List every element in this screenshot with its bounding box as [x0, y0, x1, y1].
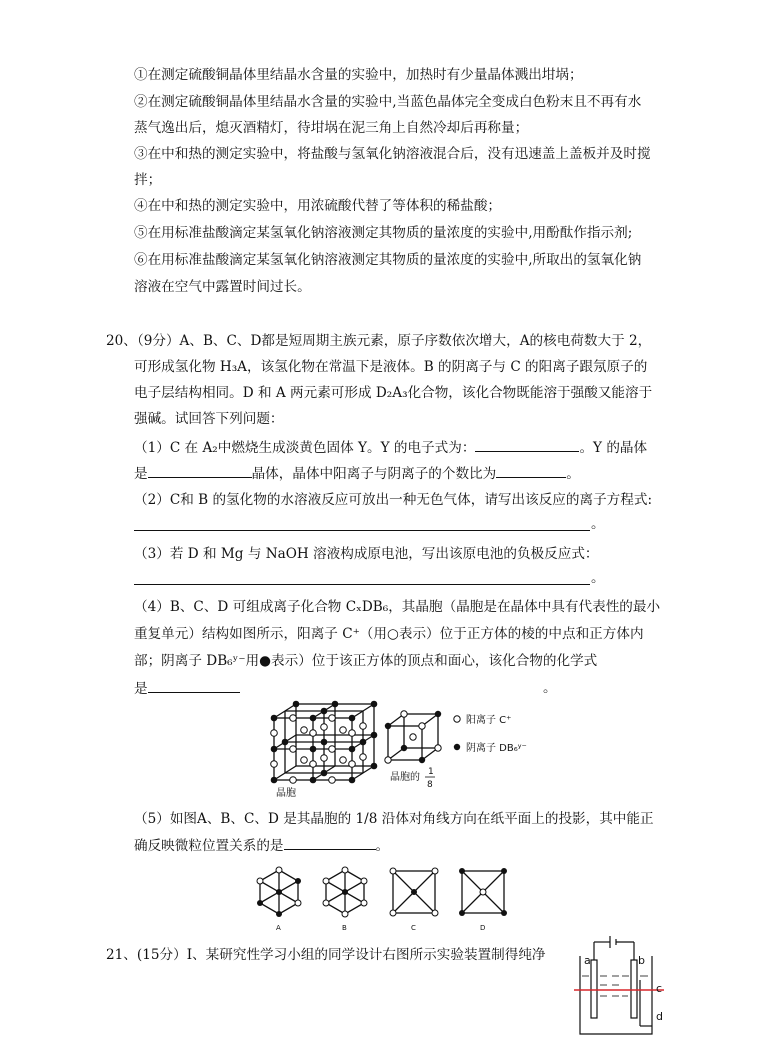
q20-part4-text-d: 是	[134, 681, 148, 697]
q20-part4-line1: （4）B、C、D 可组成离子化合物 CₓDB₆，其晶胞（晶胞是在晶体中具有代表性的最小	[134, 599, 661, 615]
q20-part1-text-a: （1）C 在 A₂中燃烧生成淡黄色固体 Y。Y 的电子式为：	[134, 440, 476, 456]
legend-cation-symbol	[454, 716, 460, 722]
item-5: ⑤在用标准盐酸滴定某氢氧化钠溶液测定其物质的量浓度的实验中,用酚酞作指示剂;	[134, 225, 633, 241]
crystal-cell-figure	[268, 700, 528, 800]
label-frac-num: 1	[428, 767, 434, 777]
q20-part4-end: 。	[543, 680, 557, 696]
item-2-line2: 蒸气逸出后，熄灭酒精灯，待坩埚在泥三角上自然冷却后再称量；	[134, 120, 529, 136]
q20-stem-1: （9分）A、B、C、D都是短周期主族元素，原子序数依次增大，A的核电荷数大于 2，	[136, 333, 652, 349]
q20-part5-text-b: 确反映微粒位置关系的是	[134, 838, 284, 854]
q20-part1-text-d: 晶体，晶体中阳离子与阴离子的个数比为	[251, 466, 497, 482]
apparatus-label-a: a	[584, 954, 591, 967]
projection-d-center	[480, 889, 486, 895]
item-1: ①在测定硫酸铜晶体里结晶水含量的实验中，加热时有少量晶体溅出坩埚；	[134, 67, 583, 83]
electrolysis-apparatus-figure	[570, 930, 668, 1038]
q20-part4-line3: 部；阴离子 DB₆ʸ⁻用●表示）位于该正方体的顶点和面心，该化合物的化学式	[134, 653, 598, 669]
q20-line1	[106, 332, 651, 350]
q20-line2: 可形成氢化物 H₃A，该氢化物在常温下是液体。B 的阴离子与 C 的阳离子跟氖原子的	[134, 359, 648, 375]
projection-c-center	[411, 889, 417, 895]
q20-part5-text-c: 。	[375, 838, 390, 854]
apparatus-label-c: c	[656, 982, 663, 995]
projection-label-c: C	[411, 924, 416, 932]
q20-part3: （3）若 D 和 Mg 与 NaOH 溶液构成原电池，写出该原电池的负极反应式：	[134, 546, 599, 562]
q20-part1-text-e: 。	[566, 466, 580, 482]
apparatus-label-b: b	[638, 954, 645, 967]
answer-blank-ion-ratio[interactable]	[496, 464, 566, 478]
q20-part3-end: 。	[591, 570, 605, 586]
projection-label-d: D	[480, 924, 486, 932]
answer-blank-projection[interactable]	[284, 836, 376, 850]
q20-part1-text-c: 是	[134, 466, 148, 482]
q20-number: 20、	[106, 333, 137, 349]
q20-part5-line2	[134, 836, 389, 855]
q20-part1-line2	[134, 464, 580, 483]
projection-label-a: A	[276, 924, 281, 932]
q20-part2: （2）C和 B 的氢化物的水溶液反应可放出一种无色气体，请写出该反应的离子方程式:	[134, 492, 653, 508]
q20-part5-line1: （5）如图A、B、C、D 是其晶胞的 1/8 沿体对角线方向在纸平面上的投影，其中能正	[134, 811, 654, 827]
item-3-line1: ③在中和热的测定实验中，将盐酸与氢氧化钠溶液混合后，没有迅速盖上盖板并及时搅	[134, 146, 651, 162]
answer-blank-electron-formula[interactable]	[475, 438, 579, 452]
apparatus-label-d: d	[656, 1010, 663, 1023]
q20-line4: 强碱。试回答下列问题：	[134, 411, 284, 427]
projection-label-b: B	[342, 924, 347, 932]
big-cell-anions	[271, 701, 378, 784]
apparatus-liquid-dashes	[582, 976, 648, 996]
projection-figures	[255, 864, 525, 934]
q21-line1	[106, 946, 546, 964]
answer-line-negative-electrode[interactable]	[134, 584, 590, 585]
q20-line3: 电子层结构相同。D 和 A 两元素可形成 D₂A₃化合物，该化合物既能溶于强酸又能溶于	[134, 385, 653, 401]
item-6-line2: 溶液在空气中露置时间过长。	[134, 279, 311, 295]
legend-anion-symbol	[454, 744, 460, 750]
item-3-line2: 拌；	[134, 172, 162, 188]
item-2-line1: ②在测定硫酸铜晶体里结晶水含量的实验中,当蓝色晶体完全变成白色粉末且不再有水	[134, 94, 642, 110]
q21-text: (15分）Ⅰ、某研究性学习小组的同学设计右图所示实验装置制得纯净	[136, 947, 546, 963]
answer-blank-formula[interactable]	[148, 679, 240, 693]
answer-line-ionic-equation[interactable]	[134, 530, 590, 531]
legend-cation-text: 阳离子 C⁺	[466, 715, 512, 726]
item-4: ④在中和热的测定实验中，用浓硫酸代替了等体积的稀盐酸；	[134, 198, 502, 214]
q20-part2-end: 。	[591, 516, 605, 532]
answer-blank-crystal-type[interactable]	[148, 464, 252, 478]
label-cell: 晶胞	[276, 788, 296, 799]
q20-part1-text-b: 。Y 的晶体	[579, 440, 648, 456]
q20-part1-line1	[134, 438, 647, 457]
item-6-line1: ⑥在用标准盐酸滴定某氢氧化钠溶液测定其物质的量浓度的实验中,所取出的氢氧化钠	[134, 252, 642, 268]
label-eighth: 晶胞的	[390, 772, 420, 783]
q20-part4-line2: 重复单元）结构如图所示，阳离子 C⁺（用○表示）位于正方体的棱的中点和正方体内	[134, 626, 644, 642]
label-frac-den: 8	[427, 780, 433, 790]
q20-part4-line4	[134, 679, 240, 698]
projection-b-center	[342, 889, 348, 895]
q21-number: 21、	[106, 947, 137, 963]
legend-anion-text: 阴离子 DB₆ʸ⁻	[466, 743, 527, 754]
